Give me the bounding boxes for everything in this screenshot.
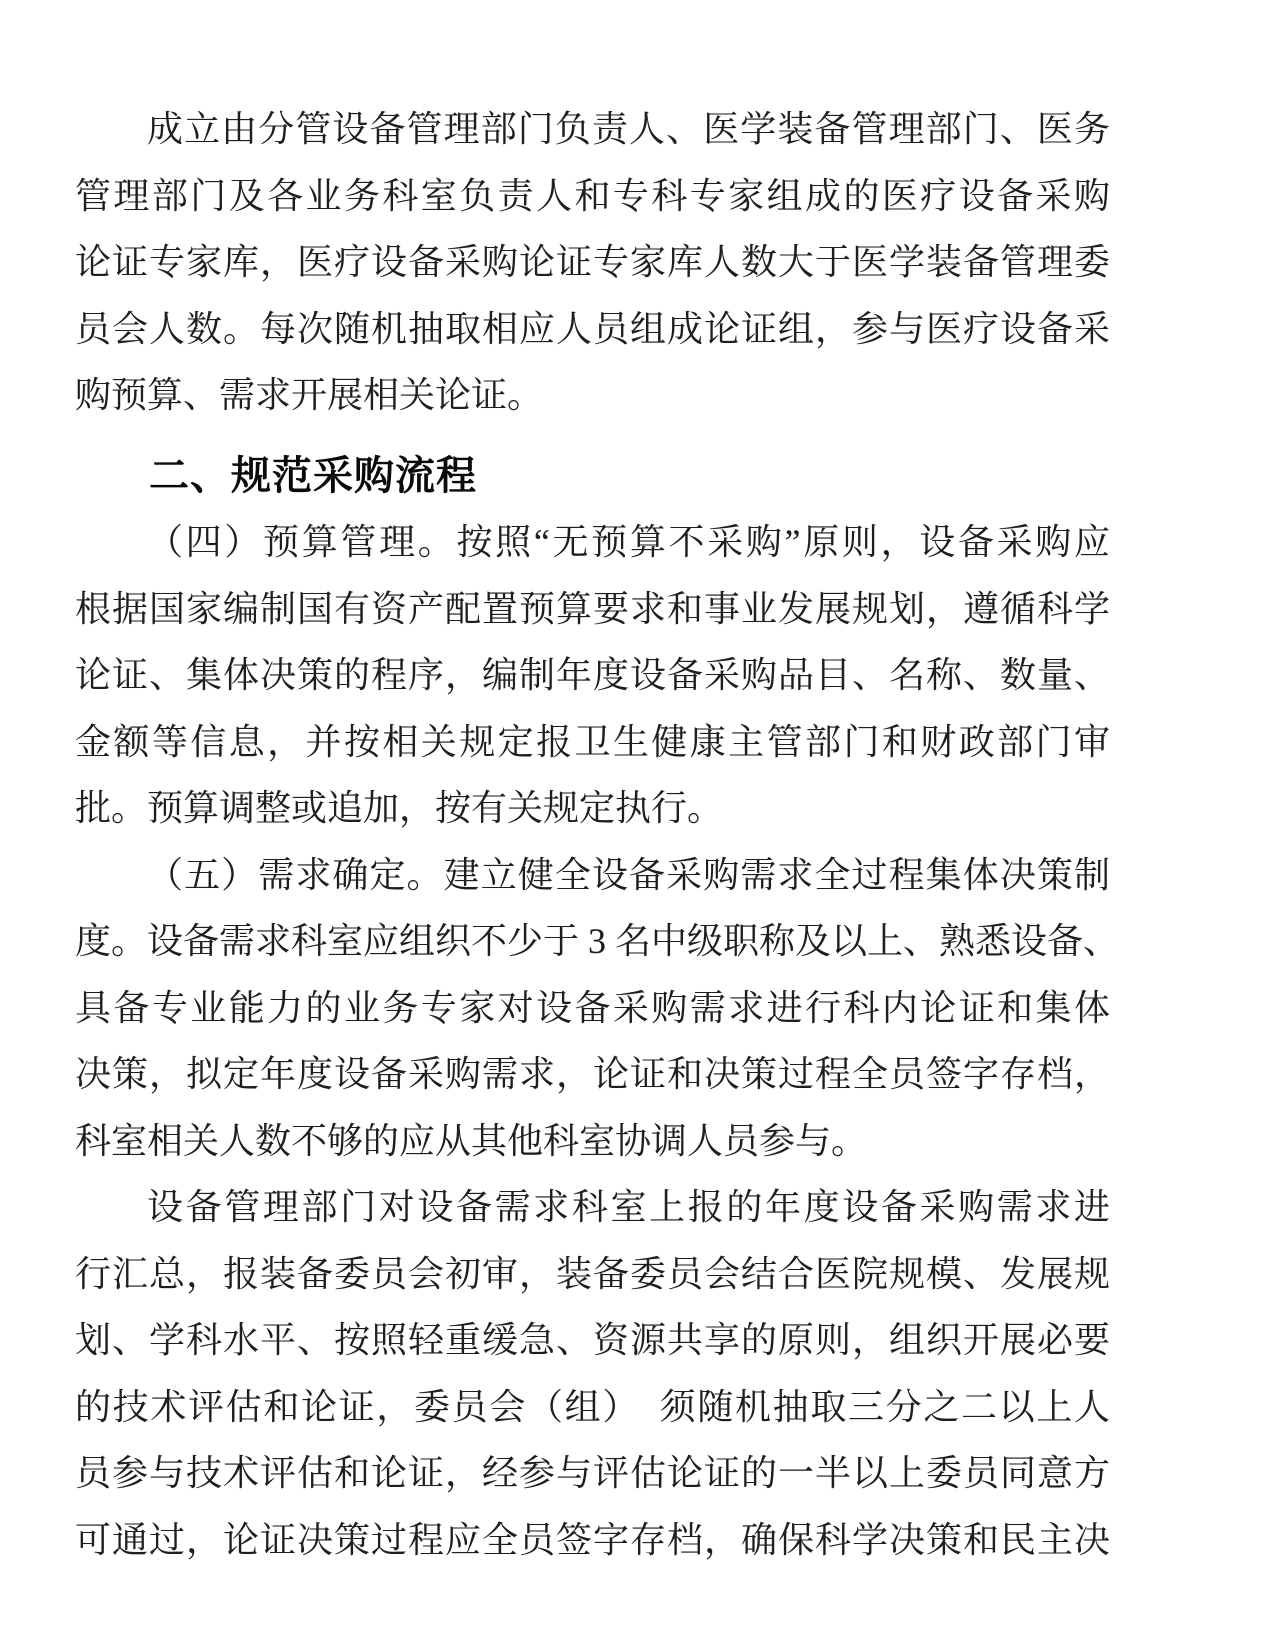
paragraph4-line1: 设备管理部门对设备需求科室上报的年度设备采购需求进: [147, 1187, 1110, 1227]
paragraph2-line5: 批。预算调整或追加，按有关规定执行。: [75, 788, 724, 828]
paragraph3-line4: 决策，拟定年度设备采购需求，论证和决策过程全员签字存档，: [75, 1054, 1110, 1094]
paragraph1-line4: 员会人数。每次随机抽取相应人员组成论证组，参与医疗设备采: [75, 308, 1110, 349]
paragraph3-line3: 具备专业能力的业务专家对设备采购需求进行科内论证和集体: [75, 987, 1110, 1028]
paragraph3-line5: 科室相关人数不够的应从其他科室协调人员参与。: [75, 1120, 868, 1161]
paragraph2-line4: 金额等信息，并按相关规定报卫生健康主管部门和财政部门审: [75, 721, 1110, 762]
paragraph1-line5: 购预算、需求开展相关论证。: [75, 375, 544, 415]
document-text-block: [75, 96, 1120, 1573]
paragraph4-line3: 划、学科水平、按照轻重缓急、资源共享的原则，组织开展必要: [75, 1320, 1110, 1360]
paragraph4-line6: 可通过，论证决策过程应全员签字存档，确保科学决策和民主决: [75, 1519, 1110, 1560]
paragraph1-line2: 管理部门及各业务科室负责人和专科专家组成的医疗设备采购: [75, 175, 1110, 216]
section-heading: 二、规范采购流程: [149, 453, 477, 498]
paragraph1-line1: 成立由分管设备管理部门负责人、医学装备管理部门、医务: [147, 109, 1110, 149]
paragraph2-line3: 论证、集体决策的程序，编制年度设备采购品目、名称、数量、: [75, 655, 1110, 695]
paragraph4-line5: 员参与技术评估和论证，经参与评估论证的一半以上委员同意方: [75, 1453, 1110, 1493]
paragraph4-line2: 行汇总，报装备委员会初审，装备委员会结合医院规模、发展规: [75, 1253, 1110, 1294]
paragraph3-line2: 度。设备需求科室应组织不少于 3 名中级职称及以上、熟悉设备、: [75, 921, 1120, 961]
paragraph2-line1: （四）预算管理。按照“无预算不采购”原则，设备采购应: [147, 522, 1110, 562]
paragraph3-line1: （五）需求确定。建立健全设备采购需求全过程集体决策制: [147, 854, 1110, 895]
paragraph1-line3: 论证专家库，医疗设备采购论证专家库人数大于医学装备管理委: [75, 242, 1110, 282]
paragraph2-line2: 根据国家编制国有资产配置预算要求和事业发展规划，遵循科学: [75, 588, 1110, 629]
paragraph4-line4: 的技术评估和论证，委员会（组） 须随机抽取三分之二以上人: [75, 1386, 1110, 1427]
